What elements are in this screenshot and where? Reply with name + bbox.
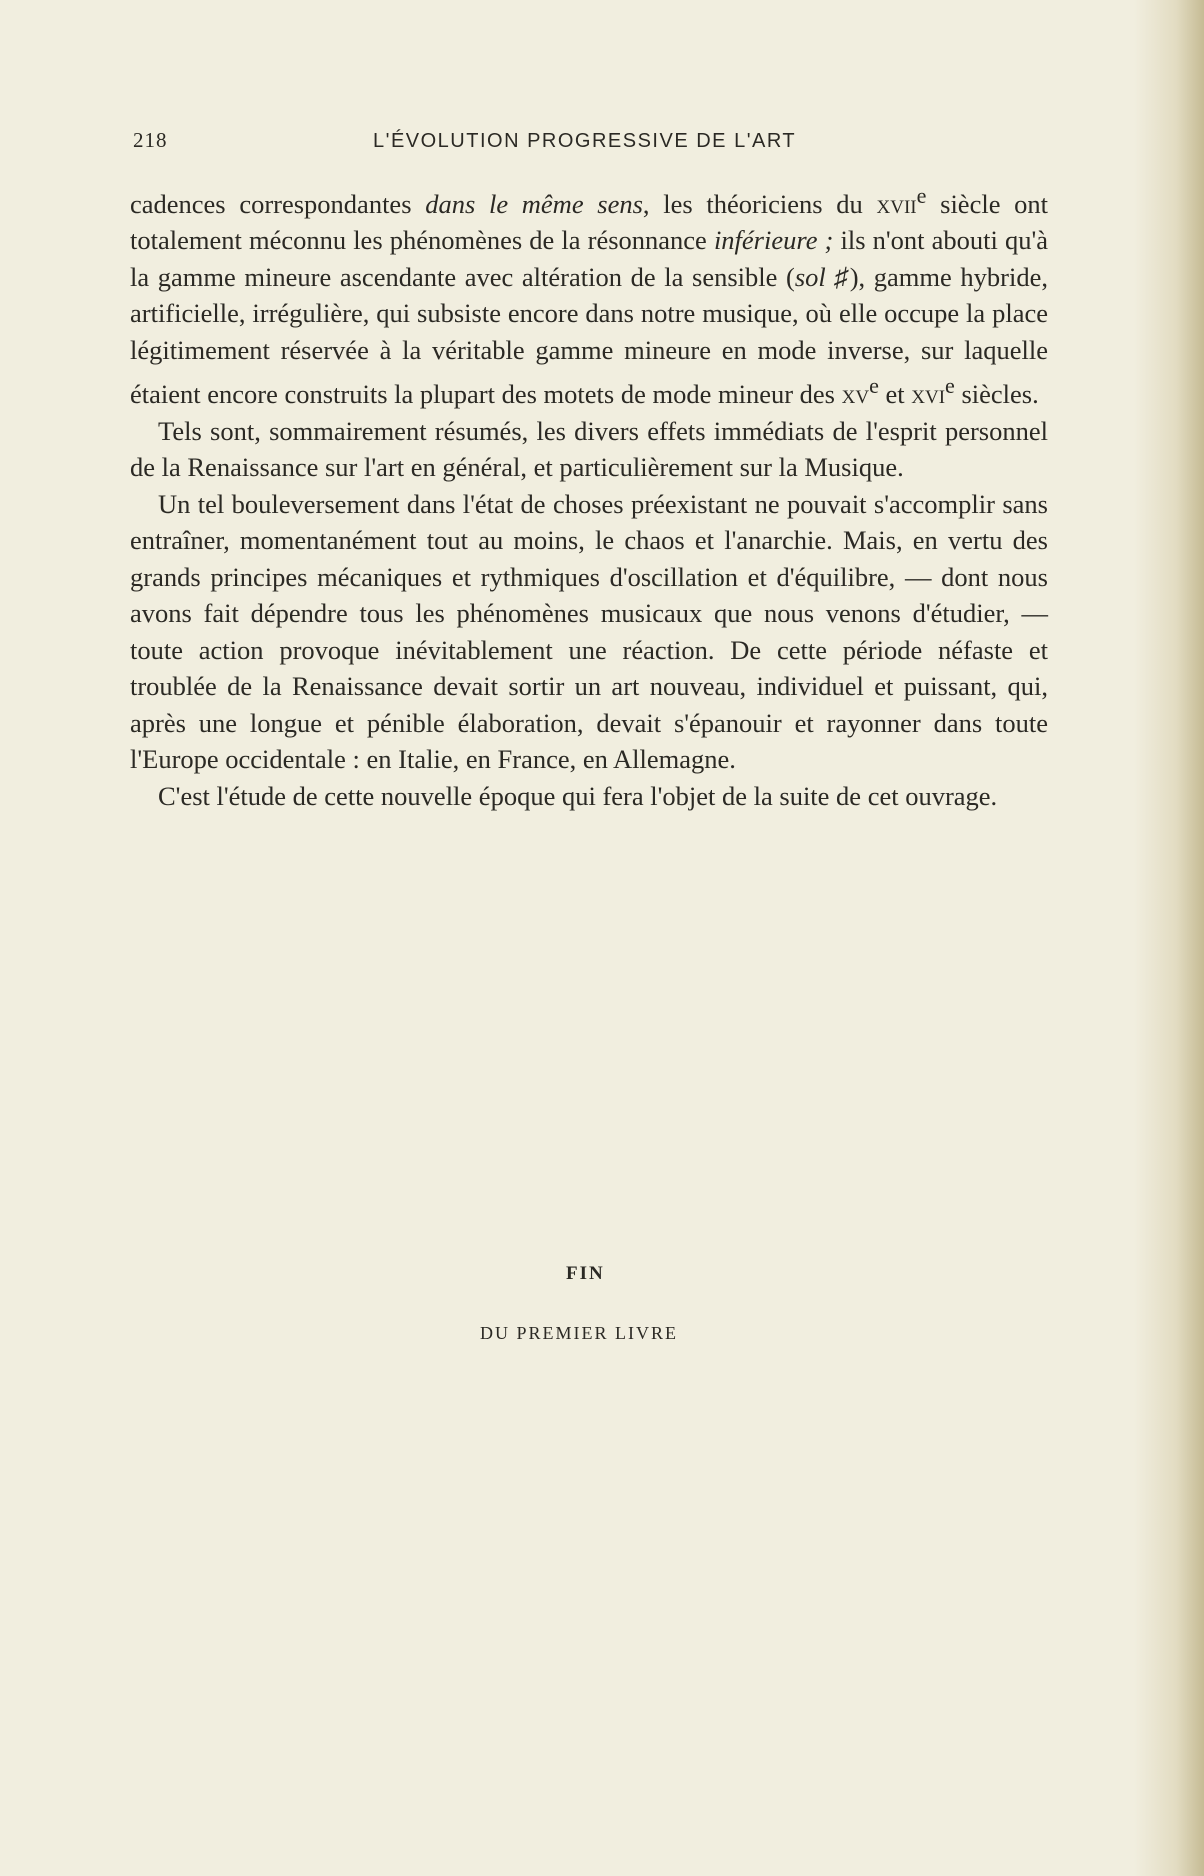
- page-edge-shadow: [1134, 0, 1204, 1876]
- text-run: siècle ont totalement méconnu les phénomènes de la résonnance: [130, 188, 1049, 256]
- running-title: L'ÉVOLUTION PROGRESSIVE DE L'ART: [373, 130, 797, 152]
- text-run: siècles.: [954, 379, 1039, 410]
- text-run: et: [878, 379, 912, 410]
- superscript: e: [916, 183, 927, 208]
- italic-text: dans le même sens: [425, 188, 643, 219]
- superscript: e: [869, 373, 879, 399]
- paragraph-4: C'est l'étude de cette nouvelle époque qui fera l'objet de la suite de cet ouvrage.: [158, 780, 998, 811]
- roman-numeral: xvi: [911, 379, 946, 410]
- running-header: [133, 128, 813, 158]
- fin-label: FIN: [566, 1263, 605, 1284]
- page-number: 218: [133, 128, 168, 152]
- italic-text: inférieure ;: [713, 225, 834, 256]
- roman-numeral: xv: [841, 379, 870, 410]
- text-run: cadences correspondantes: [130, 188, 426, 219]
- roman-numeral: xvii: [876, 188, 917, 219]
- italic-text: sol ♯: [794, 261, 850, 292]
- text-run: , les théoriciens du: [642, 188, 877, 219]
- text-run: ), gamme hybride, artificielle, irrégulière, qui subsiste encore dans notre musique, où elle occupe la place légitimement réservée à la véritable gamme mineure en mode inverse, sur laquelle étaient encore construits la plupart des motets de mode mineur des: [130, 261, 1048, 410]
- text-run: ils n'ont abouti qu'à la gamme mineure ascendante avec altération de la sensible (: [130, 225, 1049, 292]
- paragraph-1: [130, 178, 1048, 413]
- body-text: [130, 178, 1048, 814]
- book-end-label: DU PREMIER LIVRE: [480, 1323, 678, 1343]
- paragraph-3: Un tel bouleversement dans l'état de choses préexistant ne pouvait s'accomplir sans entraîner, momentanément tout au moins, le chaos et l'anarchie. Mais, en vertu des grands principes mécaniques et rythmiques d'oscillation et d'équilibre, — dont nous avons fait dépendre tous les phénomènes musicaux que nous venons d'étudier, — toute action provoque inévitablement une réaction. De cette période néfaste et troublée de la Renaissance devait sortir un art nouveau, individuel et puissant, qui, après une longue et pénible élaboration, devait s'épanouir et rayonner dans toute l'Europe occidentale : en Italie, en France, en Allemagne.: [130, 488, 1048, 775]
- paragraph-2: Tels sont, sommairement résumés, les divers effets immédiats de l'esprit personnel de la Renaissance sur l'art en général, et particulièrement sur la Musique.: [130, 415, 1048, 483]
- superscript: e: [945, 373, 955, 399]
